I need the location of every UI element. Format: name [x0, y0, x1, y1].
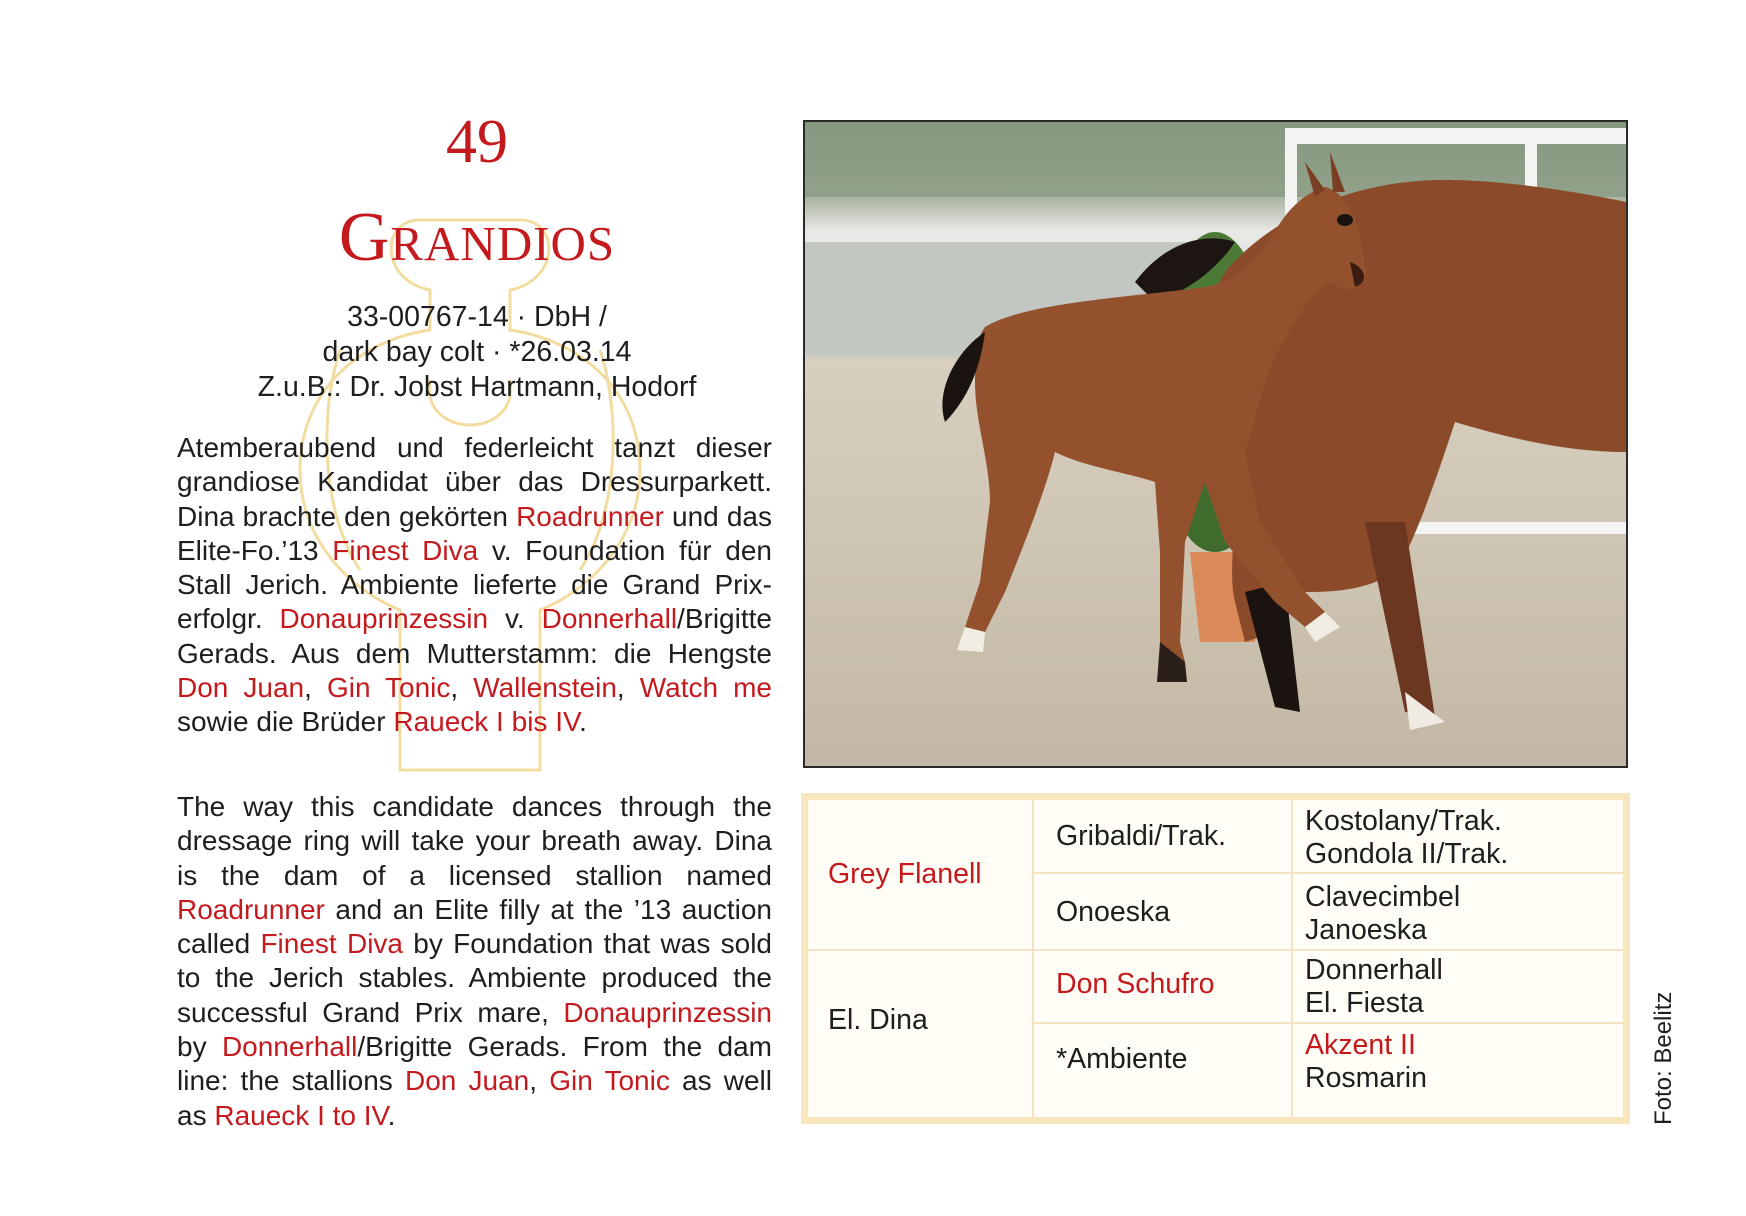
- pedigree-link-roadrunner: Roadrunner: [177, 893, 325, 925]
- pedigree-sire-dam: Onoeska: [1056, 896, 1171, 928]
- pedigree-divider: [1032, 1022, 1623, 1024]
- pedigree-link-gin-tonic: Gin Tonic: [549, 1065, 670, 1097]
- pedigree-sdam-sire: Clavecimbel: [1305, 881, 1461, 913]
- foal-and-mare-illustration: [805, 122, 1626, 766]
- pedigree-dam: El. Dina: [828, 1004, 928, 1036]
- pedigree-link-raueck: Raueck I bis IV: [393, 706, 580, 738]
- pedigree-dsire-dam: El. Fiesta: [1305, 987, 1424, 1019]
- pedigree-link-don-juan: Don Juan: [404, 1065, 530, 1097]
- pedigree-sire: Grey Flanell: [828, 858, 982, 890]
- pedigree-link-finest-diva: Finest Diva: [260, 928, 404, 960]
- horse-photo: [803, 120, 1628, 768]
- pedigree-dam-dam: *Ambiente: [1056, 1043, 1188, 1075]
- meta-registration: 33-00767-14 · DbH /: [347, 301, 607, 333]
- pedigree-link-finest-diva: Finest Diva: [332, 534, 479, 566]
- pedigree-ssire-dam: Gondola II/Trak.: [1305, 838, 1509, 870]
- pedigree-grid: [808, 800, 1623, 1117]
- horse-name: Grandios: [338, 199, 616, 276]
- pedigree-link-donnerhall: Donnerhall: [541, 603, 678, 635]
- meta-description: dark bay colt · *26.03.14: [322, 336, 632, 368]
- meta-breeder: Z.u.B.: Dr. Jobst Hartmann, Hodorf: [257, 371, 697, 403]
- description-german: Atemberaubend und federleicht tanzt dieser grandiose Kandidat über das Dressurparkett. Dina brachte den gekörten Roadrunner und das Elite-Fo.’13 Finest Diva v. Foundation für den Stall Jerich. Ambiente lieferte die Grand Prix-erfolgr. Donauprinzessin v. Donnerhall/Brigitte Gerads. Aus dem Mutterstamm: die Hengste Don Juan, Gin Tonic, Wallenstein, Watch me sowie die Brüder Raueck I bis IV.: [177, 432, 772, 738]
- pedigree-ddam-sire: Akzent II: [1305, 1029, 1416, 1061]
- pedigree-link-gin-tonic: Gin Tonic: [326, 672, 451, 704]
- pedigree-divider: [808, 949, 1623, 951]
- pedigree-ssire-sire: Kostolany/Trak.: [1305, 805, 1502, 837]
- pedigree-link-donnerhall: Donnerhall: [221, 1031, 358, 1063]
- pedigree-divider: [1032, 800, 1034, 1117]
- pedigree-divider: [1291, 800, 1293, 1117]
- lot-number: 49: [446, 108, 508, 176]
- pedigree-dam-sire: Don Schufro: [1056, 968, 1215, 1000]
- pedigree-link-donauprinzessin: Donauprinzessin: [563, 996, 772, 1028]
- pedigree-table: [801, 793, 1630, 1124]
- horse-meta: [177, 300, 777, 405]
- pedigree-ddam-dam: Rosmarin: [1305, 1062, 1427, 1094]
- pedigree-link-watch-me: Watch me: [639, 672, 772, 704]
- photo-credit: Foto: Beelitz: [1650, 991, 1677, 1125]
- description-english: The way this candidate dances through the dressage ring will take your breath away. Dina is the dam of a licensed stallion named Roadrunner and an Elite filly at the ’13 auction called Finest Diva by Foundation that was sold to the Jerich stables. Ambiente produced the successful Grand Prix mare, Donauprinzessin by Donnerhall/Brigitte Gerads. From the dam line: the stallions Don Juan, Gin Tonic as well as Raueck I to IV.: [177, 791, 773, 1131]
- pedigree-link-donauprinzessin: Donauprinzessin: [279, 603, 489, 635]
- pedigree-sire-sire: Gribaldi/Trak.: [1056, 820, 1226, 852]
- pedigree-sdam-dam: Janoeska: [1305, 914, 1428, 946]
- pedigree-dsire-sire: Donnerhall: [1305, 954, 1443, 986]
- pedigree-link-wallenstein: Wallenstein: [473, 672, 617, 704]
- pedigree-link-raueck: Raueck I to IV: [214, 1099, 388, 1131]
- pedigree-divider: [1032, 872, 1623, 874]
- pedigree-link-roadrunner: Roadrunner: [516, 500, 664, 532]
- pedigree-link-don-juan: Don Juan: [177, 672, 305, 704]
